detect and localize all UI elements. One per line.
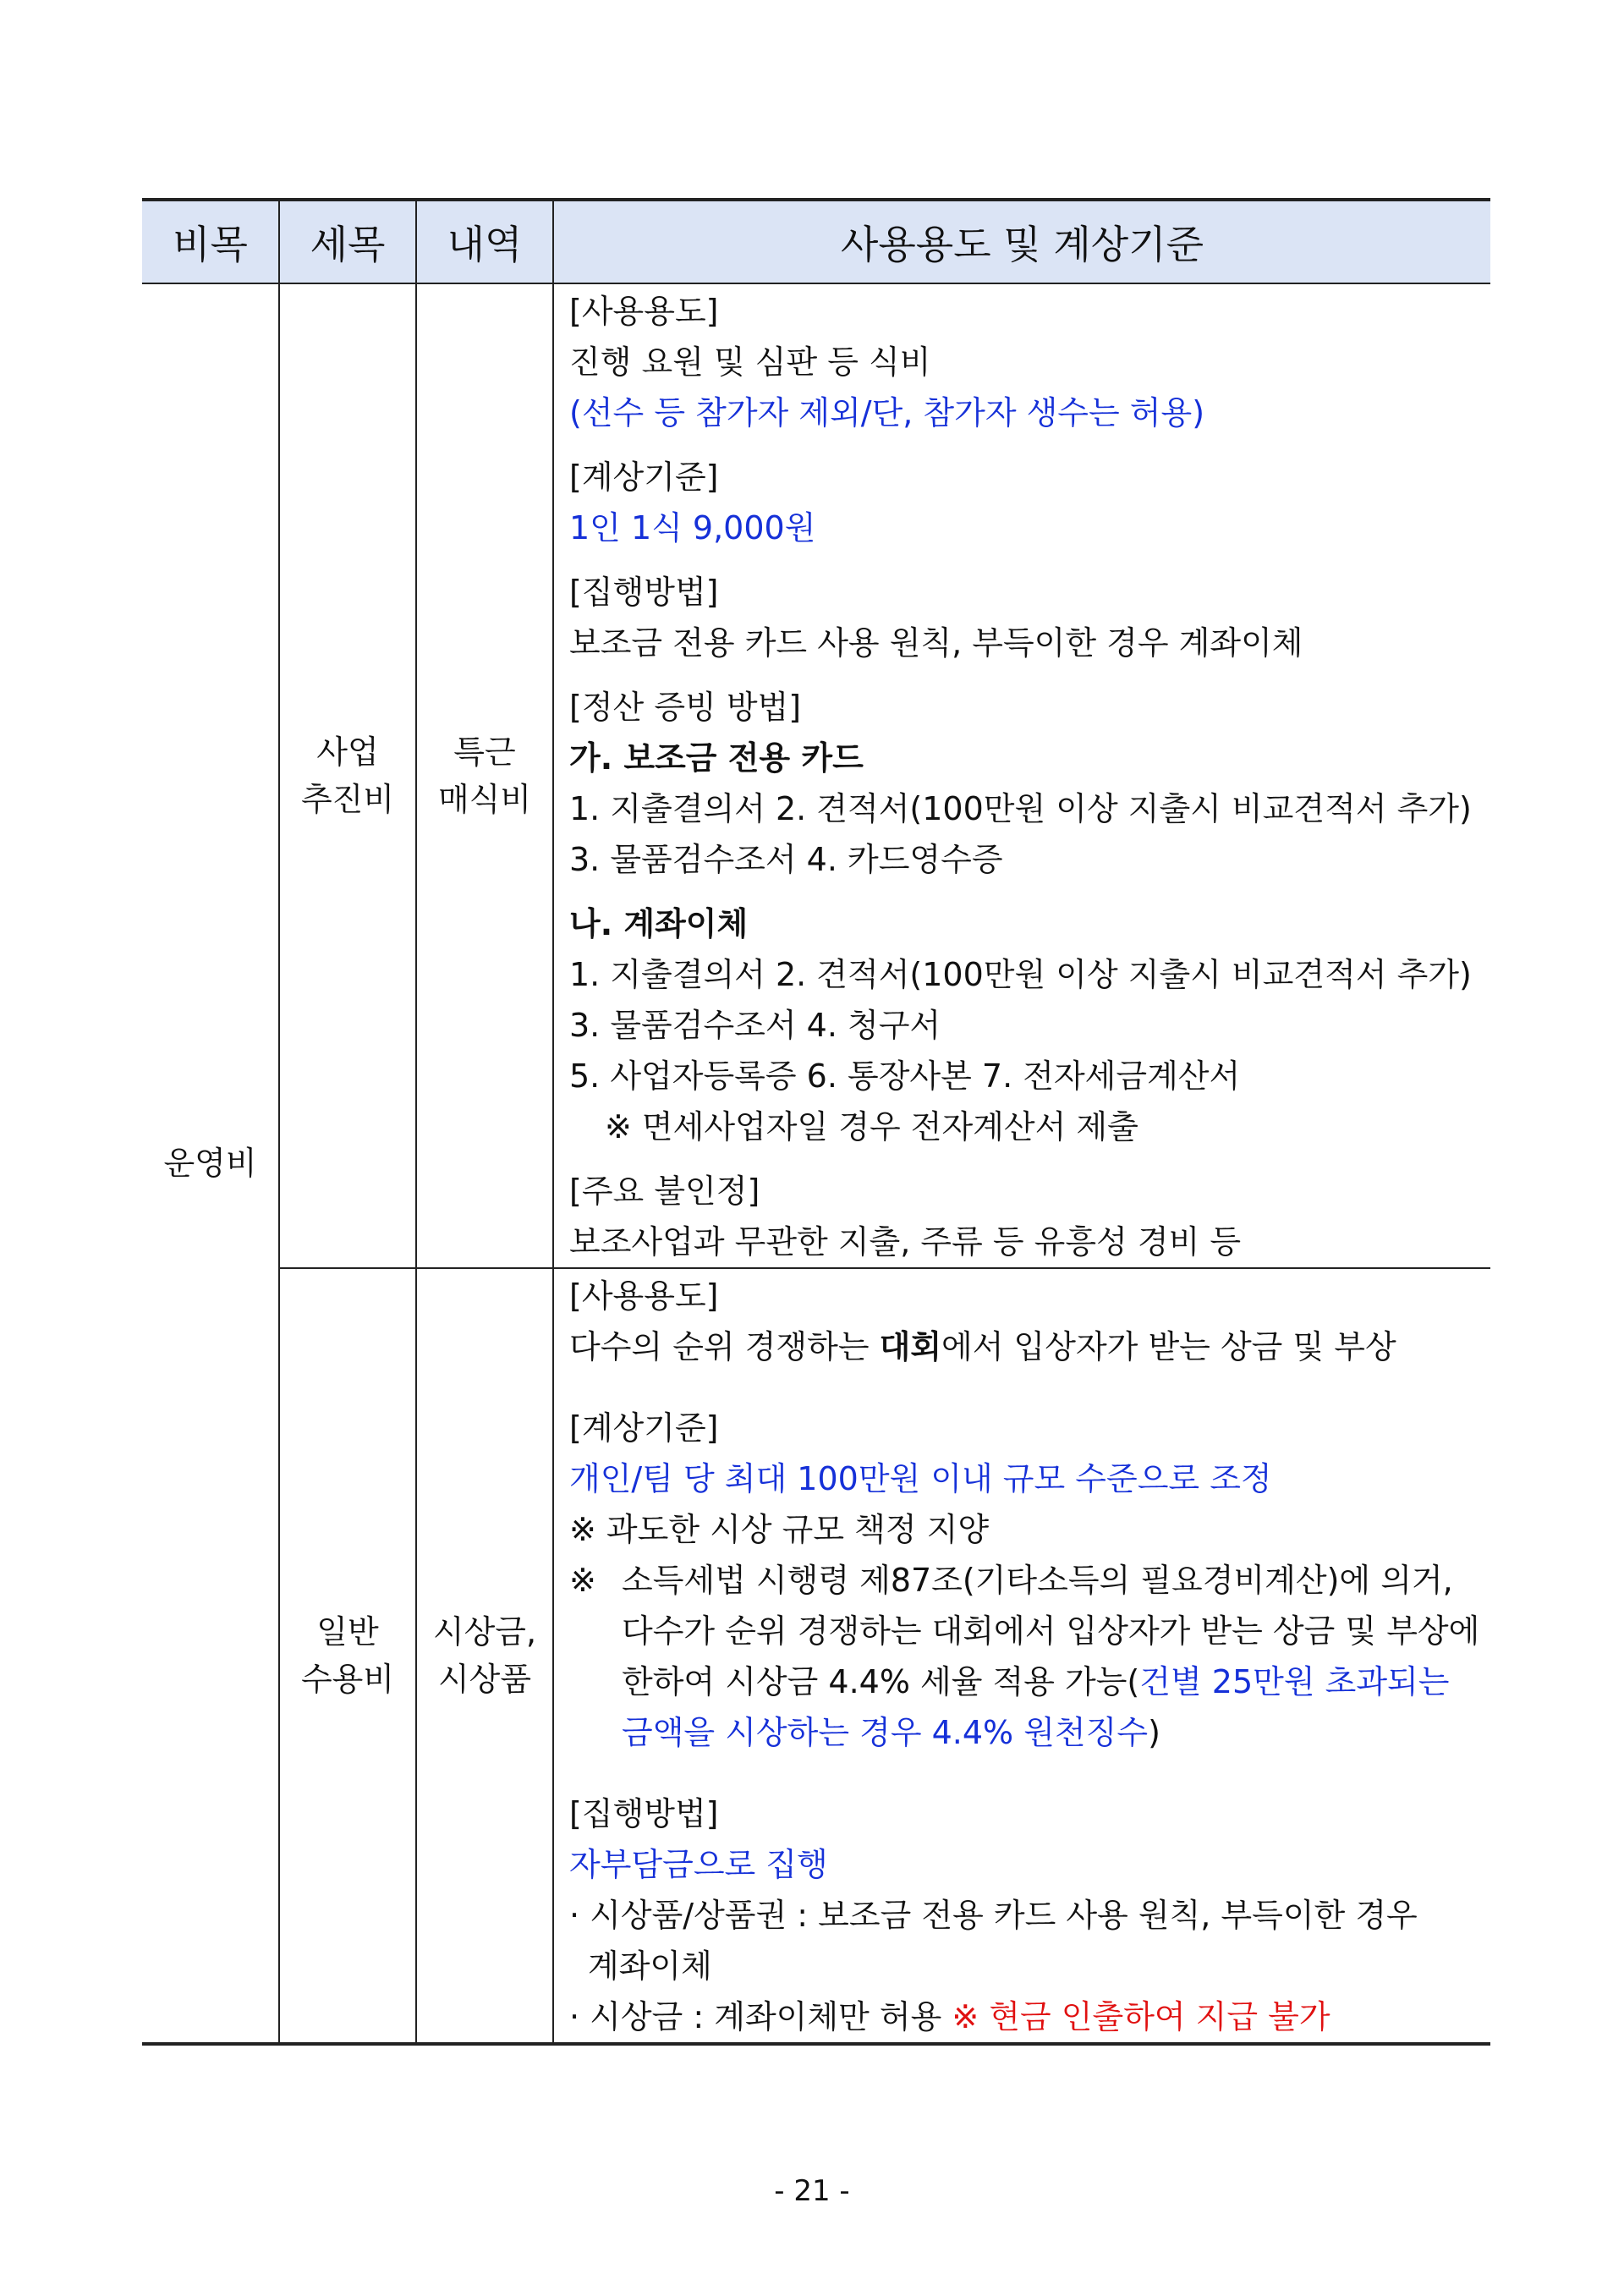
note-line xyxy=(622,1707,1479,1758)
sub-line: 일반 xyxy=(316,1613,379,1651)
bold-run: 대회 xyxy=(879,1328,942,1365)
highlight-line: (선수 등 참가자 제외/단, 참가자 생수는 허용) xyxy=(569,394,1205,431)
note-mark: ※ xyxy=(569,1562,596,1599)
text-line xyxy=(569,1991,1479,2042)
text-line: 계좌이체 xyxy=(588,1947,712,1985)
text-line: 1. 지출결의서 2. 견적서(100만원 이상 지출시 비교견적서 추가) xyxy=(569,956,1472,993)
header-budget: 비목 xyxy=(142,200,279,283)
text-run: 한하여 시상금 4.4% 세율 적용 가능( xyxy=(622,1663,1140,1700)
text-run: 에서 입상자가 받는 상금 및 부상 xyxy=(941,1328,1396,1365)
section-heading: [주요 불인정] xyxy=(569,1173,760,1210)
table-row xyxy=(142,283,1490,1268)
highlight-run: 금액을 시상하는 경우 4.4% 원천징수 xyxy=(622,1714,1149,1751)
highlight-line: 자부담금으로 집행 xyxy=(569,1846,828,1883)
page-number: - 21 - xyxy=(774,2174,850,2208)
note-line: ※ 면세사업자일 경우 전자계산서 제출 xyxy=(605,1108,1138,1145)
text-line: 3. 물품검수조서 4. 카드영수증 xyxy=(569,841,1003,878)
note-line: 소득세법 시행령 제87조(기타소득의 필요경비계산)에 의거, xyxy=(622,1562,1453,1599)
note-line: 다수가 순위 경쟁하는 대회에서 입상자가 받는 상금 및 부상에 xyxy=(622,1612,1480,1650)
text-line: 3. 물품검수조서 4. 청구서 xyxy=(569,1007,941,1044)
header-usage: 사용용도 및 계상기준 xyxy=(553,200,1490,283)
highlight-line: 1인 1식 9,000원 xyxy=(569,509,816,547)
section-heading: [집행방법] xyxy=(569,574,719,611)
header-item: 내역 xyxy=(416,200,553,283)
section-heading: [계상기준] xyxy=(569,459,719,496)
highlight-line: 개인/팀 당 최대 100만원 이내 규모 수준으로 조정 xyxy=(569,1460,1272,1497)
text-run: · 시상금 : 계좌이체만 허용 xyxy=(569,1998,952,2035)
text-line: 보조금 전용 카드 사용 원칙, 부득이한 경우 계좌이체 xyxy=(569,624,1303,662)
section-heading: [정산 증빙 방법] xyxy=(569,689,802,726)
note-block xyxy=(569,1555,1479,1758)
header-sub: 세목 xyxy=(279,200,416,283)
section-heading: [계상기준] xyxy=(569,1409,719,1447)
sub-cell xyxy=(279,283,416,1268)
warning-run: ※ 현금 인출하여 지급 불가 xyxy=(952,1998,1330,2035)
budget-cell: 운영비 xyxy=(142,283,279,2044)
note-line: ※ 과도한 시상 규모 책정 지양 xyxy=(569,1511,990,1548)
sub-line: 사업 xyxy=(316,733,379,771)
note-line xyxy=(622,1656,1479,1707)
sub-line: 추진비 xyxy=(300,781,395,818)
text-line: 1. 지출결의서 2. 견적서(100만원 이상 지출시 비교견적서 추가) xyxy=(569,790,1472,827)
table-row xyxy=(142,1268,1490,2044)
item-cell xyxy=(416,283,553,1268)
item-line: 시상금, xyxy=(432,1613,537,1651)
subsection-heading: 가. 보조금 전용 카드 xyxy=(569,739,864,777)
item-line: 특근 xyxy=(453,733,516,771)
subsection-heading: 나. 계좌이체 xyxy=(569,905,749,942)
usage-cell xyxy=(553,283,1490,1268)
text-line: · 시상품/상품권 : 보조금 전용 카드 사용 원칙, 부득이한 경우 xyxy=(569,1897,1418,1934)
text-line xyxy=(569,1321,1479,1372)
budget-table xyxy=(142,198,1490,2046)
text-run: 다수의 순위 경쟁하는 xyxy=(569,1328,880,1365)
section-heading: [집행방법] xyxy=(569,1795,719,1832)
item-line: 시상품 xyxy=(437,1661,532,1698)
sub-cell xyxy=(279,1268,416,2044)
item-cell xyxy=(416,1268,553,2044)
usage-cell xyxy=(553,1268,1490,2044)
highlight-run: 건별 25만원 초과되는 xyxy=(1139,1663,1450,1700)
header-row xyxy=(142,200,1490,283)
section-heading: [사용용도] xyxy=(569,1277,719,1315)
text-run: ) xyxy=(1148,1714,1160,1751)
text-line: 보조사업과 무관한 지출, 주류 등 유흥성 경비 등 xyxy=(569,1223,1242,1261)
text-line: 진행 요원 및 심판 등 식비 xyxy=(569,343,931,381)
sub-line: 수용비 xyxy=(300,1661,395,1698)
text-line: 5. 사업자등록증 6. 통장사본 7. 전자세금계산서 xyxy=(569,1057,1241,1095)
section-heading: [사용용도] xyxy=(569,293,719,330)
item-line: 매식비 xyxy=(437,781,532,818)
